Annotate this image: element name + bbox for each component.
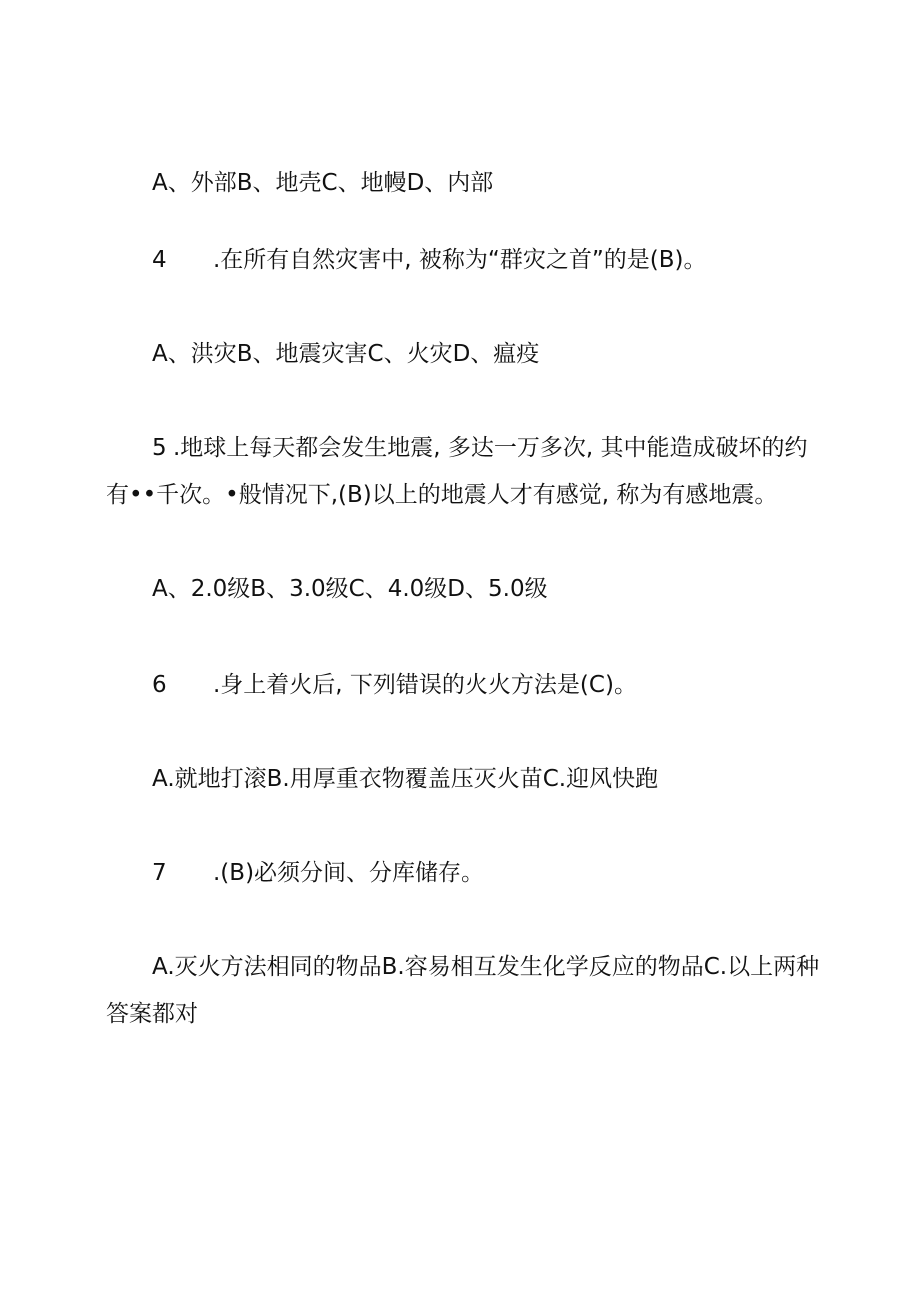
q7-options-line2: 答案都对 (106, 1001, 198, 1027)
q6-options: A.就地打滚B.用厚重衣物覆盖压灭火苗C.迎风快跑 (152, 766, 659, 792)
q6-number: 6 (152, 672, 167, 698)
q4-number: 4 (152, 247, 167, 273)
q5-options: A、2.0级B、3.0级C、4.0级D、5.0级 (152, 576, 548, 602)
q7-question: .(B)必须分间、分库储存。 (213, 860, 485, 886)
q5-number: 5 (152, 435, 167, 461)
q4-question: .在所有自然灾害中, 被称为“群灾之首”的是(B)。 (213, 247, 707, 273)
q5-question-line2: 有••千次。•般情况下,(B)以上的地震人才有感觉, 称为有感地震。 (106, 482, 778, 508)
q7-number: 7 (152, 860, 167, 886)
q3-options: A、外部B、地壳C、地幔D、内部 (152, 170, 494, 196)
q6-question: .身上着火后, 下列错误的火火方法是(C)。 (213, 672, 637, 698)
q5-question-line1: .地球上每天都会发生地震, 多达一万多次, 其中能造成破坏的约 (173, 435, 808, 461)
q7-options-line1: A.灭火方法相同的物品B.容易相互发生化学反应的物品C.以上两种 (152, 954, 820, 980)
q4-options: A、洪灾B、地震灾害C、火灾D、瘟疫 (152, 341, 540, 367)
